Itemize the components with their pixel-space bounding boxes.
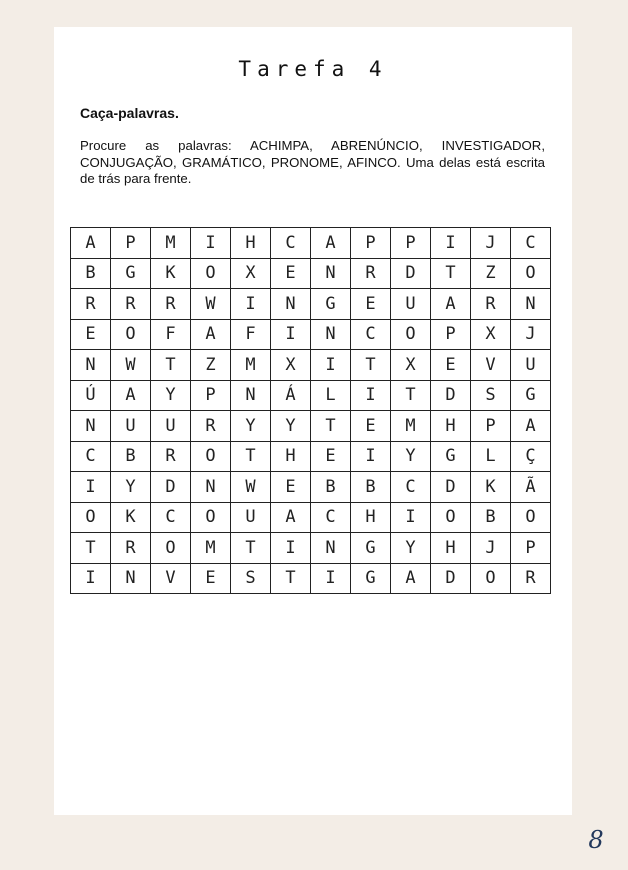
grid-cell[interactable]: V [151, 563, 191, 594]
grid-cell[interactable]: M [231, 350, 271, 381]
grid-cell[interactable]: A [311, 228, 351, 259]
grid-cell[interactable]: P [391, 228, 431, 259]
grid-cell[interactable]: E [71, 319, 111, 350]
grid-cell[interactable]: I [311, 563, 351, 594]
grid-row [71, 228, 551, 259]
grid-cell[interactable]: O [191, 441, 231, 472]
grid-cell[interactable]: P [511, 533, 551, 564]
grid-cell[interactable]: A [111, 380, 151, 411]
grid-row [71, 350, 551, 381]
grid-cell[interactable]: I [431, 228, 471, 259]
grid-cell[interactable]: C [271, 228, 311, 259]
grid-cell[interactable]: V [471, 350, 511, 381]
grid-cell[interactable]: A [511, 411, 551, 442]
grid-cell[interactable]: N [271, 289, 311, 320]
grid-cell[interactable]: O [191, 258, 231, 289]
grid-cell[interactable]: B [71, 258, 111, 289]
grid-cell[interactable]: R [151, 441, 191, 472]
grid-cell[interactable]: G [311, 289, 351, 320]
grid-cell[interactable]: Ç [511, 441, 551, 472]
grid-cell[interactable]: O [431, 502, 471, 533]
grid-cell[interactable]: I [351, 380, 391, 411]
grid-cell[interactable]: R [71, 289, 111, 320]
grid-cell[interactable]: P [431, 319, 471, 350]
grid-cell[interactable]: J [471, 228, 511, 259]
grid-cell[interactable]: O [511, 502, 551, 533]
grid-cell[interactable]: N [511, 289, 551, 320]
grid-cell[interactable]: I [71, 563, 111, 594]
grid-cell[interactable]: B [471, 502, 511, 533]
grid-cell[interactable]: N [111, 563, 151, 594]
grid-cell[interactable]: Y [151, 380, 191, 411]
grid-cell[interactable]: M [191, 533, 231, 564]
grid-cell[interactable]: F [151, 319, 191, 350]
grid-cell[interactable]: N [191, 472, 231, 503]
grid-cell[interactable]: B [111, 441, 151, 472]
grid-cell[interactable]: T [391, 380, 431, 411]
grid-cell[interactable]: I [231, 289, 271, 320]
grid-cell[interactable]: H [431, 533, 471, 564]
grid-cell[interactable]: Á [271, 380, 311, 411]
grid-cell[interactable]: T [71, 533, 111, 564]
grid-cell[interactable]: T [231, 441, 271, 472]
grid-cell[interactable]: U [151, 411, 191, 442]
grid-cell[interactable]: G [351, 533, 391, 564]
grid-cell[interactable]: K [111, 502, 151, 533]
grid-cell[interactable]: H [351, 502, 391, 533]
grid-cell[interactable]: L [311, 380, 351, 411]
instructions-text: Procure as palavras: ACHIMPA, ABRENÚNCIO, INVESTIGADOR, CONJUGAÇÃO, GRAMÁTICO, PRONOME, AFINCO. Uma delas está escrita de trás para frente. [80, 138, 545, 186]
grid-cell[interactable]: A [191, 319, 231, 350]
grid-cell[interactable]: T [311, 411, 351, 442]
grid-cell[interactable]: B [311, 472, 351, 503]
grid-cell[interactable]: W [191, 289, 231, 320]
grid-cell[interactable]: N [71, 411, 111, 442]
grid-cell[interactable]: P [471, 411, 511, 442]
grid-cell[interactable]: D [431, 380, 471, 411]
grid-cell[interactable]: T [431, 258, 471, 289]
grid-cell[interactable]: Y [231, 411, 271, 442]
grid-cell[interactable]: J [471, 533, 511, 564]
grid-cell[interactable]: Z [191, 350, 231, 381]
grid-cell[interactable]: Ã [511, 472, 551, 503]
grid-cell[interactable]: C [391, 472, 431, 503]
grid-cell[interactable]: D [431, 563, 471, 594]
grid-cell[interactable]: P [191, 380, 231, 411]
grid-cell[interactable]: O [391, 319, 431, 350]
grid-cell[interactable]: Y [391, 533, 431, 564]
grid-cell[interactable]: A [391, 563, 431, 594]
grid-cell[interactable]: G [431, 441, 471, 472]
grid-cell[interactable]: E [191, 563, 231, 594]
grid-cell[interactable]: A [271, 502, 311, 533]
grid-cell[interactable]: R [471, 289, 511, 320]
grid-row [71, 533, 551, 564]
grid-cell[interactable]: X [271, 350, 311, 381]
grid-cell[interactable]: O [71, 502, 111, 533]
worksheet-page [54, 27, 572, 815]
grid-cell[interactable]: U [111, 411, 151, 442]
grid-cell[interactable]: I [71, 472, 111, 503]
grid-cell[interactable]: M [151, 228, 191, 259]
grid-cell[interactable]: C [511, 228, 551, 259]
grid-cell[interactable]: R [111, 533, 151, 564]
grid-cell[interactable]: O [111, 319, 151, 350]
grid-cell[interactable]: A [71, 228, 111, 259]
grid-cell[interactable]: E [311, 441, 351, 472]
grid-cell[interactable]: R [111, 289, 151, 320]
grid-cell[interactable]: M [391, 411, 431, 442]
grid-cell[interactable]: D [391, 258, 431, 289]
grid-cell[interactable]: N [311, 258, 351, 289]
grid-cell[interactable]: F [231, 319, 271, 350]
grid-cell[interactable]: R [511, 563, 551, 594]
grid-cell[interactable]: C [351, 319, 391, 350]
grid-cell[interactable]: P [351, 228, 391, 259]
grid-cell[interactable]: Y [391, 441, 431, 472]
grid-cell[interactable]: X [471, 319, 511, 350]
grid-row [71, 441, 551, 472]
page-number: 8 [588, 826, 604, 854]
grid-cell[interactable]: O [151, 533, 191, 564]
grid-cell[interactable]: Y [111, 472, 151, 503]
grid-cell[interactable]: D [431, 472, 471, 503]
grid-cell[interactable]: T [351, 350, 391, 381]
grid-cell[interactable]: O [471, 563, 511, 594]
grid-cell[interactable]: K [471, 472, 511, 503]
grid-cell[interactable]: I [271, 533, 311, 564]
grid-cell[interactable]: Ú [71, 380, 111, 411]
grid-cell[interactable]: U [391, 289, 431, 320]
grid-cell[interactable]: W [231, 472, 271, 503]
word-search-grid [70, 227, 551, 594]
grid-cell[interactable]: R [191, 411, 231, 442]
grid-cell[interactable]: T [151, 350, 191, 381]
grid-cell[interactable]: G [351, 563, 391, 594]
grid-cell[interactable]: R [351, 258, 391, 289]
grid-cell[interactable]: R [151, 289, 191, 320]
grid-cell[interactable]: N [71, 350, 111, 381]
grid-cell[interactable]: H [271, 441, 311, 472]
grid-cell[interactable]: N [231, 380, 271, 411]
grid-row [71, 502, 551, 533]
grid-cell[interactable]: I [391, 502, 431, 533]
grid-cell[interactable]: A [431, 289, 471, 320]
grid-cell[interactable]: I [311, 350, 351, 381]
grid-cell[interactable]: T [231, 533, 271, 564]
grid-cell[interactable]: I [351, 441, 391, 472]
grid-cell[interactable]: T [271, 563, 311, 594]
grid-cell[interactable]: U [231, 502, 271, 533]
grid-cell[interactable]: X [231, 258, 271, 289]
grid-cell[interactable]: O [191, 502, 231, 533]
grid-cell[interactable]: S [231, 563, 271, 594]
grid-row [71, 411, 551, 442]
grid-row [71, 380, 551, 411]
grid-cell[interactable]: E [431, 350, 471, 381]
grid-cell[interactable]: G [511, 380, 551, 411]
grid-cell[interactable]: E [271, 258, 311, 289]
grid-cell[interactable]: N [311, 319, 351, 350]
grid-cell[interactable]: I [271, 319, 311, 350]
grid-cell[interactable]: X [391, 350, 431, 381]
section-subtitle: Caça-palavras. [80, 105, 179, 121]
grid-cell[interactable]: H [431, 411, 471, 442]
grid-cell[interactable]: E [351, 411, 391, 442]
grid-cell[interactable]: I [191, 228, 231, 259]
grid-cell[interactable]: N [311, 533, 351, 564]
grid-cell[interactable]: E [351, 289, 391, 320]
grid-cell[interactable]: L [471, 441, 511, 472]
grid-row [71, 289, 551, 320]
grid-cell[interactable]: C [151, 502, 191, 533]
grid-cell[interactable]: C [311, 502, 351, 533]
grid-cell[interactable]: Z [471, 258, 511, 289]
grid-cell[interactable]: E [271, 472, 311, 503]
grid-row [71, 563, 551, 594]
grid-cell[interactable]: Y [271, 411, 311, 442]
grid-cell[interactable]: W [111, 350, 151, 381]
grid-cell[interactable]: D [151, 472, 191, 503]
grid-cell[interactable]: S [471, 380, 511, 411]
grid-cell[interactable]: C [71, 441, 111, 472]
grid-cell[interactable]: G [111, 258, 151, 289]
grid-cell[interactable]: H [231, 228, 271, 259]
grid-cell[interactable]: K [151, 258, 191, 289]
grid-cell[interactable]: J [511, 319, 551, 350]
grid-row [71, 258, 551, 289]
grid-cell[interactable]: P [111, 228, 151, 259]
grid-row [71, 319, 551, 350]
grid-cell[interactable]: O [511, 258, 551, 289]
page-title: Tarefa 4 [238, 57, 388, 81]
grid-cell[interactable]: U [511, 350, 551, 381]
grid-row [71, 472, 551, 503]
grid-cell[interactable]: B [351, 472, 391, 503]
